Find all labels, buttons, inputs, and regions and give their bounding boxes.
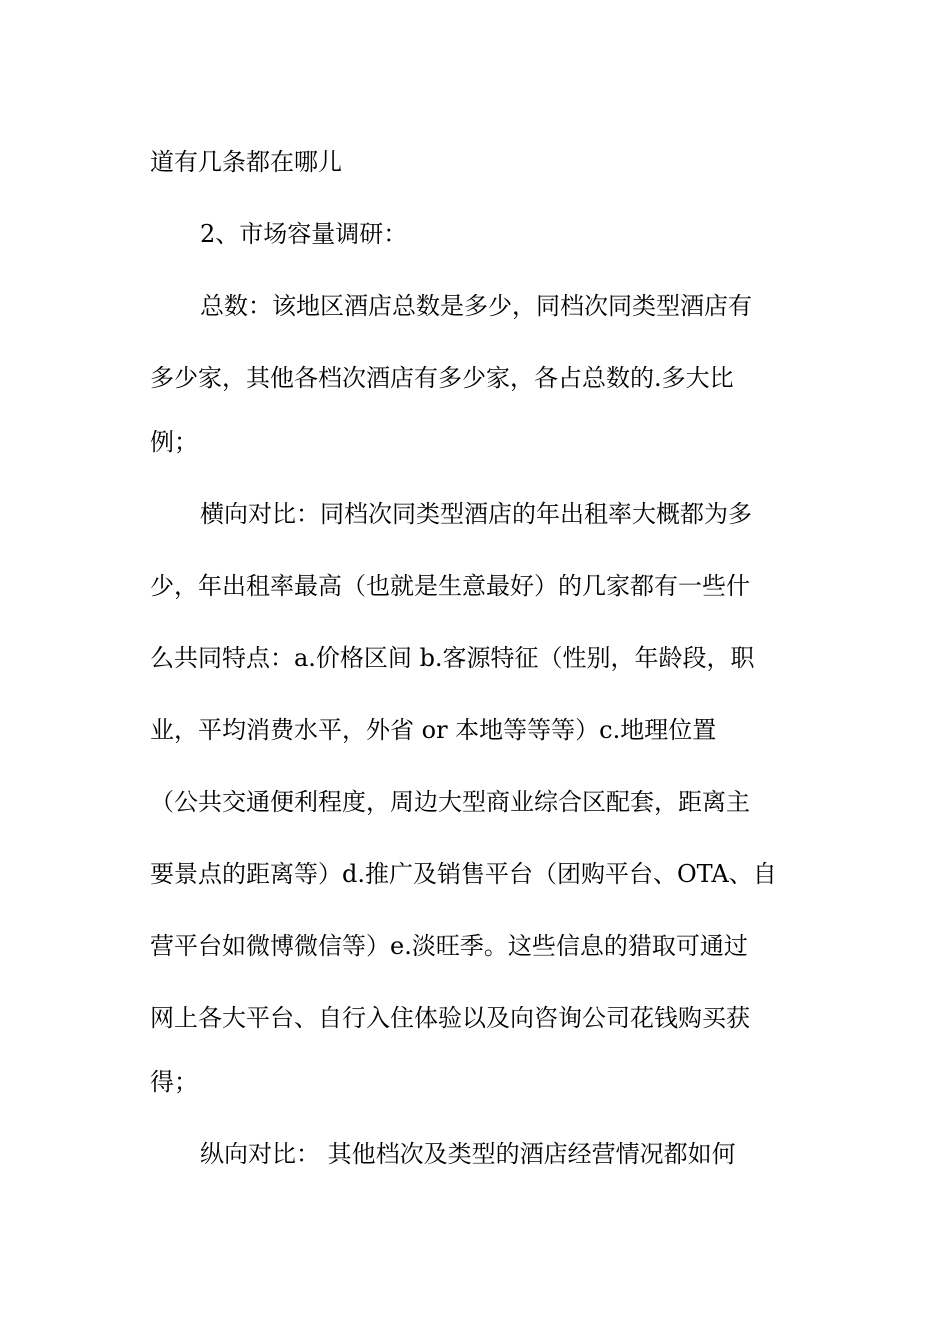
paragraph-horizontal-line: （公共交通便利程度，周边大型商业综合区配套，距离主 xyxy=(150,788,750,816)
paragraph-horizontal-line: 少，年出租率最高（也就是生意最好）的几家都有一些什 xyxy=(150,572,750,600)
paragraph-horizontal-line: 网上各大平台、自行入住体验以及向咨询公司花钱购买获 xyxy=(150,1004,750,1032)
paragraph-horizontal-line: 得； xyxy=(150,1068,198,1096)
paragraph-vertical-line: 纵向对比： 其他档次及类型的酒店经营情况都如何 xyxy=(200,1140,736,1168)
paragraph-total-line: 总数：该地区酒店总数是多少，同档次同类型酒店有 xyxy=(200,292,752,320)
paragraph-horizontal-line: 横向对比：同档次同类型酒店的年出租率大概都为多 xyxy=(200,500,752,528)
paragraph-horizontal-line: 要景点的距离等）d.推广及销售平台（团购平台、OTA、自 xyxy=(150,860,777,888)
paragraph-horizontal-line: 业，平均消费水平，外省 or 本地等等等）c.地理位置 xyxy=(150,716,717,744)
text-line: 道有几条都在哪儿 xyxy=(150,148,342,176)
section-heading: 2、市场容量调研： xyxy=(200,220,408,248)
paragraph-horizontal-line: 营平台如微博微信等）e.淡旺季。这些信息的猎取可通过 xyxy=(150,932,748,960)
paragraph-total-line: 例； xyxy=(150,428,198,456)
body-text xyxy=(150,126,810,1190)
paragraph-total-line: 多少家，其他各档次酒店有多少家，各占总数的.多大比 xyxy=(150,364,734,392)
paragraph-horizontal-line: 么共同特点：a.价格区间 b.客源特征（性别，年龄段，职 xyxy=(150,644,755,672)
